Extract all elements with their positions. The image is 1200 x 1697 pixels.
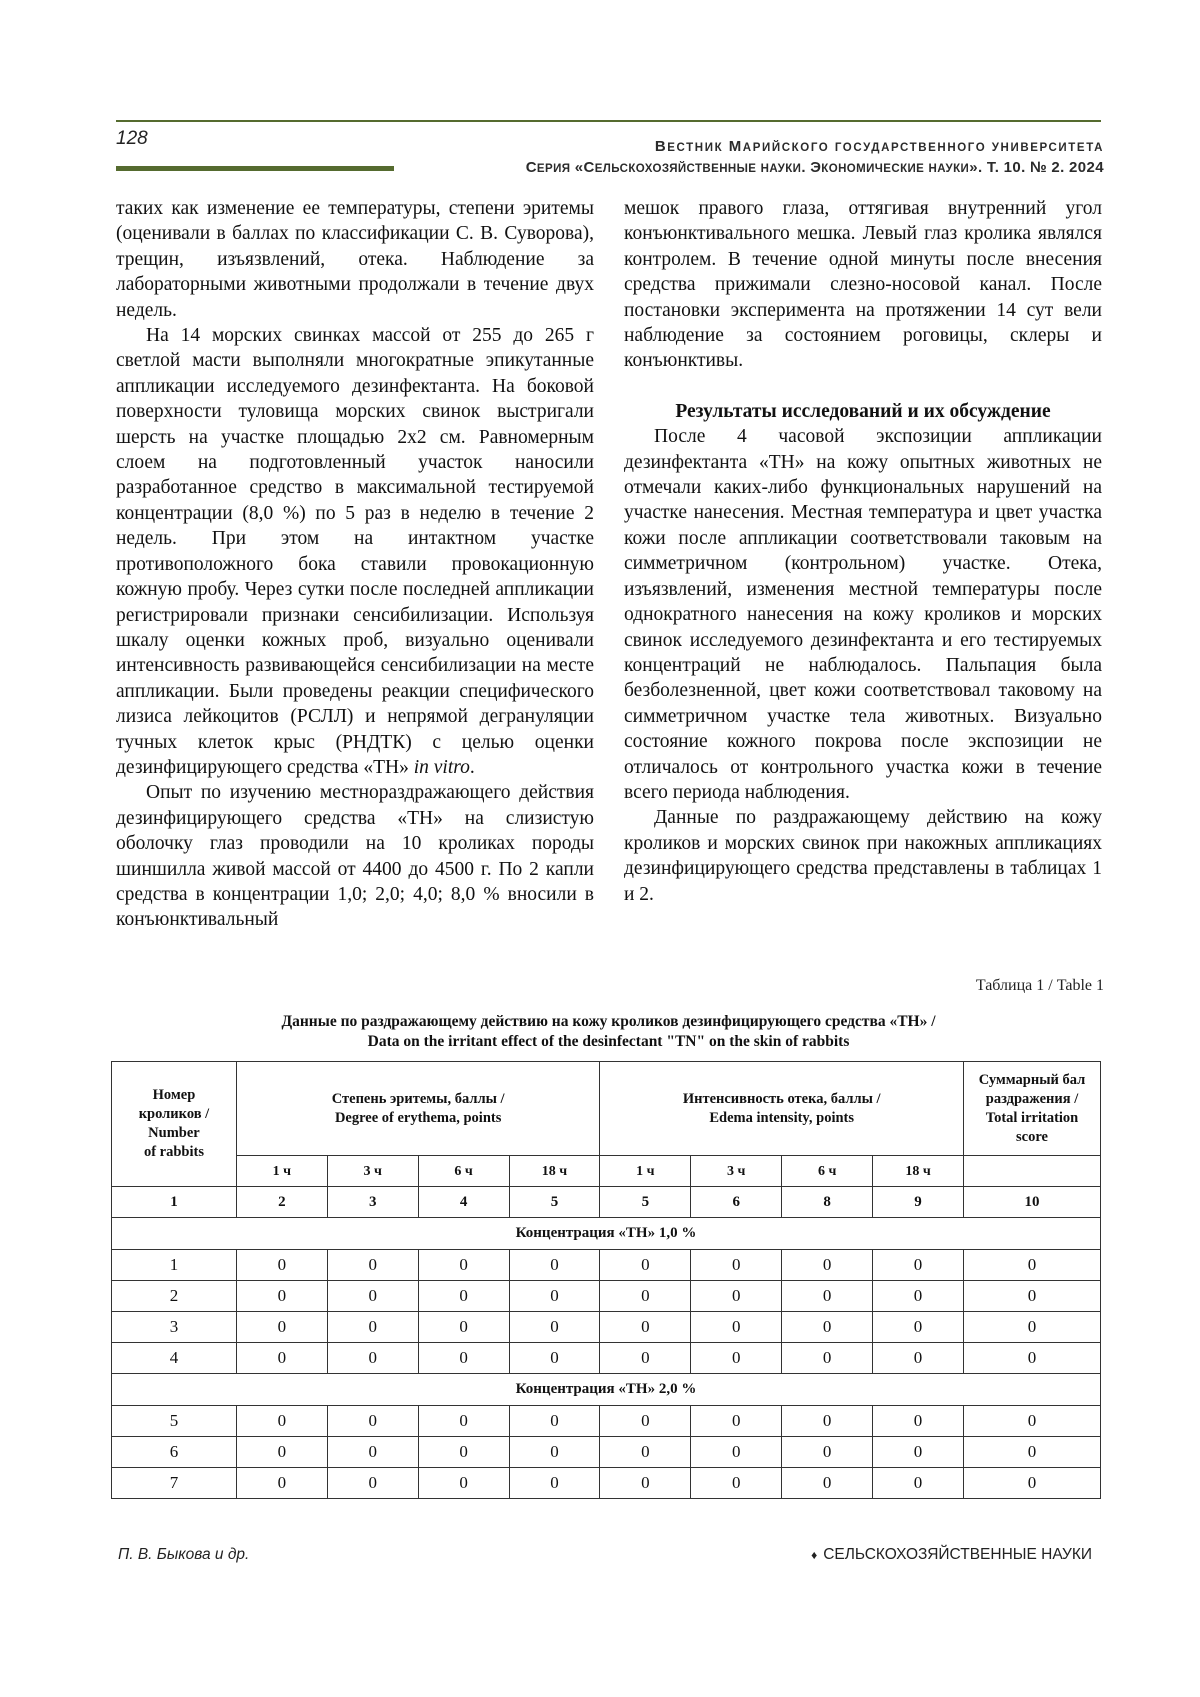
paragraph: После 4 часовой экспозиции аппликации дезинфектанта «ТН» на кожу опытных животных не отмечали каких-либо функциональных нарушений на участке нанесения. Местная температура и цвет участка кожи после аппликации соответствовали таковым на симметричном (контрольном) участке. Отека, изъязвлений, изменения местной температуры после однократного нанесения на кожу кроликов и морских свинок исследуемого дезинфектанта и его тестируемых концентраций не наблюдалось. Пальпация была безболезненной, цвет кожи соответствовал таковому на симметричном участке тела животных. Визуально состояние кожного покрова после экспозиции не отличалось от контрольного участка кожи в течение всего периода наблюдения. xyxy=(624,426,1102,803)
score-cell: 0 xyxy=(509,1343,600,1374)
score-cell: 0 xyxy=(782,1312,873,1343)
header-line: Edema intensity, points xyxy=(709,1109,855,1126)
table-row xyxy=(112,1437,1101,1468)
rabbit-number-cell: 6 xyxy=(112,1437,237,1468)
header-top-rule xyxy=(116,120,1101,122)
score-cell: 0 xyxy=(327,1437,418,1468)
score-cell: 0 xyxy=(873,1468,964,1499)
score-cell: 0 xyxy=(418,1406,509,1437)
journal-series xyxy=(526,159,1104,176)
header-line: Интенсивность отека, баллы / xyxy=(682,1090,881,1107)
score-cell: 0 xyxy=(600,1437,691,1468)
score-cell: 0 xyxy=(600,1468,691,1499)
time-header-cell: 18 ч xyxy=(873,1156,964,1187)
rabbit-number-cell: 7 xyxy=(112,1468,237,1499)
page-number: 128 xyxy=(116,128,148,149)
journal-title xyxy=(655,138,1104,155)
header-line: Степень эритемы, баллы / xyxy=(331,1090,505,1107)
score-cell: 0 xyxy=(600,1281,691,1312)
score-cell: 0 xyxy=(873,1343,964,1374)
time-header-cell: 18 ч xyxy=(509,1156,600,1187)
score-cell: 0 xyxy=(327,1343,418,1374)
header-line: Number xyxy=(148,1125,200,1141)
table-label: Таблица 1 / Table 1 xyxy=(975,977,1104,994)
header-line: Номер xyxy=(152,1087,196,1103)
table-time-row xyxy=(112,1156,1101,1187)
score-cell: 0 xyxy=(509,1281,600,1312)
table-header-row xyxy=(112,1062,1101,1156)
score-cell: 0 xyxy=(327,1468,418,1499)
table-body xyxy=(112,1062,1101,1499)
header-line: Total irritation xyxy=(985,1109,1079,1126)
column-number-cell: 3 xyxy=(327,1187,418,1218)
score-cell: 0 xyxy=(600,1406,691,1437)
column-number-cell: 6 xyxy=(691,1187,782,1218)
journal-title-text: ВЕСТНИК МАРИЙСКОГО ГОСУДАРСТВЕННОГО УНИВЕРСИТЕТА xyxy=(654,138,1104,155)
column-number-cell: 8 xyxy=(782,1187,873,1218)
score-cell: 0 xyxy=(236,1312,327,1343)
column-number-cell: 9 xyxy=(873,1187,964,1218)
header-edema xyxy=(600,1062,964,1156)
header-line: of rabbits xyxy=(143,1144,204,1160)
table-title-en: Data on the irritant effect of the desinfectant "TN" on the skin of rabbits xyxy=(367,1033,850,1050)
score-cell: 0 xyxy=(964,1312,1101,1343)
table-row xyxy=(112,1312,1101,1343)
score-cell: 0 xyxy=(327,1312,418,1343)
score-cell: 0 xyxy=(418,1250,509,1281)
table-column-numbers-row xyxy=(112,1187,1101,1218)
score-cell: 0 xyxy=(782,1406,873,1437)
column-number-cell: 10 xyxy=(964,1187,1101,1218)
score-cell: 0 xyxy=(782,1468,873,1499)
score-cell: 0 xyxy=(873,1312,964,1343)
score-cell: 0 xyxy=(236,1437,327,1468)
score-cell: 0 xyxy=(782,1437,873,1468)
score-cell: 0 xyxy=(691,1343,782,1374)
table-row xyxy=(112,1343,1101,1374)
diamond-icon: ♦ xyxy=(811,1548,818,1562)
time-header-cell: 6 ч xyxy=(418,1156,509,1187)
score-cell: 0 xyxy=(236,1343,327,1374)
paragraph: таких как изменение ее температуры, степени эритемы (оценивали в баллах по классификации С. В. Суворова), трещин, изъязвлений, отека. Наблюдение за лабораторными животными продолжали в течение двух недель. xyxy=(116,198,594,321)
score-cell: 0 xyxy=(327,1281,418,1312)
score-cell: 0 xyxy=(873,1281,964,1312)
concentration-label: Концентрация «ТН» 1,0 % xyxy=(112,1218,1101,1250)
rabbit-number-cell: 2 xyxy=(112,1281,237,1312)
score-cell: 0 xyxy=(691,1312,782,1343)
score-cell: 0 xyxy=(873,1406,964,1437)
journal-series-text: СЕРИЯ «СЕЛЬСКОХОЗЯЙСТВЕННЫЕ НАУКИ. ЭКОНОМИЧЕСКИЕ НАУКИ». Т. 10. № 2. 2024 xyxy=(525,159,1104,176)
rabbit-number-cell: 3 xyxy=(112,1312,237,1343)
score-cell: 0 xyxy=(873,1437,964,1468)
table-row xyxy=(112,1250,1101,1281)
paragraph xyxy=(116,323,594,780)
column-number-cell: 5 xyxy=(509,1187,600,1218)
score-cell: 0 xyxy=(964,1468,1101,1499)
score-cell: 0 xyxy=(418,1343,509,1374)
table-row xyxy=(112,1281,1101,1312)
irritation-table xyxy=(111,1061,1101,1499)
header-line: Суммарный бал xyxy=(978,1071,1086,1088)
score-cell: 0 xyxy=(691,1250,782,1281)
score-cell: 0 xyxy=(600,1312,691,1343)
score-cell: 0 xyxy=(236,1250,327,1281)
score-cell: 0 xyxy=(327,1250,418,1281)
score-cell: 0 xyxy=(418,1281,509,1312)
score-cell: 0 xyxy=(691,1406,782,1437)
header-line: score xyxy=(1016,1128,1048,1145)
score-cell: 0 xyxy=(236,1406,327,1437)
time-header-empty-cell xyxy=(964,1156,1101,1187)
score-cell: 0 xyxy=(964,1250,1101,1281)
score-cell: 0 xyxy=(509,1250,600,1281)
rabbit-number-cell: 1 xyxy=(112,1250,237,1281)
score-cell: 0 xyxy=(509,1406,600,1437)
score-cell: 0 xyxy=(418,1437,509,1468)
score-cell: 0 xyxy=(509,1437,600,1468)
score-cell: 0 xyxy=(691,1468,782,1499)
column-number-cell: 1 xyxy=(112,1187,237,1218)
score-cell: 0 xyxy=(964,1406,1101,1437)
score-cell: 0 xyxy=(782,1281,873,1312)
score-cell: 0 xyxy=(873,1250,964,1281)
section-heading: Результаты исследований и их обсуждение xyxy=(675,400,1051,422)
paragraph: Опыт по изучению местнораздражающего действия дезинфицирующего средства «ТН» на слизистую оболочку глаз проводили на 10 кроликах породы шиншилла живой массой от 4400 до 4500 г. По 2 капли средства в концентрации 1,0; 2,0; 4,0; 8,0 % вносили в конъюнктивальный xyxy=(116,782,594,931)
table-row xyxy=(112,1468,1101,1499)
paragraph-text: На 14 морских свинках массой от 255 до 265 г светлой масти выполняли многократные эпикутанные аппликации исследуемого дезинфектанта. На боковой поверхности туловища морских свинок выстригали шерсть на участке площадью 2х2 см. Равномерным слоем на подготовленный участок наносили разработанное средство в максимальной тестируемой концентрации (8,0 %) по 5 раз в неделю в течение 2 недель. При этом на интактном участке противоположного бока ставили провокационную кожную пробу. Через сутки после последней аппликации регистрировали признаки сенсибилизации. Используя шкалу оценки кожных проб, визуально оценивали интенсивность развивающейся сенсибилизации на месте аппликации. Были проведены реакции специфического лизиса лейкоцитов (РСЛЛ) и непрямой дегрануляции тучных клеток крыс (РНДТК) с целью оценки дезинфицирующего средства «ТН» xyxy=(116,325,594,778)
concentration-label: Концентрация «ТН» 2,0 % xyxy=(112,1374,1101,1406)
column-number-cell: 4 xyxy=(418,1187,509,1218)
column-number-cell: 2 xyxy=(236,1187,327,1218)
footer-authors: П. В. Быкова и др. xyxy=(118,1546,250,1563)
header-erythema xyxy=(236,1062,600,1156)
score-cell: 0 xyxy=(600,1343,691,1374)
paragraph: мешок правого глаза, оттягивая внутренний угол конъюнктивального мешка. Левый глаз кролика являлся контролем. В течение одной минуты после внесения средства прижимали слезно-носовой канал. После постановки эксперимента на протяжении 14 сут вели наблюдение за состоянием роговицы, склеры и конъюнктивы. xyxy=(624,198,1102,372)
header-line: Degree of erythema, points xyxy=(334,1109,502,1126)
score-cell: 0 xyxy=(418,1312,509,1343)
score-cell: 0 xyxy=(691,1281,782,1312)
right-column xyxy=(624,196,1102,907)
paragraph-italic: in vitro xyxy=(413,756,470,778)
score-cell: 0 xyxy=(236,1468,327,1499)
rabbit-number-cell: 4 xyxy=(112,1343,237,1374)
paragraph: Данные по раздражающему действию на кожу кроликов и морских свинок при накожных аппликациях дезинфицирующего средства представлены в таблицах 1 и 2. xyxy=(624,807,1102,905)
header-line: раздражения / xyxy=(985,1090,1079,1107)
footer-section xyxy=(811,1546,1092,1564)
time-header-cell: 1 ч xyxy=(600,1156,691,1187)
score-cell: 0 xyxy=(782,1343,873,1374)
left-column xyxy=(116,196,594,933)
score-cell: 0 xyxy=(600,1250,691,1281)
time-header-cell: 1 ч xyxy=(236,1156,327,1187)
concentration-row xyxy=(112,1218,1101,1250)
score-cell: 0 xyxy=(964,1281,1101,1312)
score-cell: 0 xyxy=(418,1468,509,1499)
footer-section-label: СЕЛЬСКОХОЗЯЙСТВЕННЫЕ НАУКИ xyxy=(823,1546,1092,1563)
header-series-rule xyxy=(116,166,394,171)
header-rabbit-number xyxy=(112,1062,237,1187)
score-cell: 0 xyxy=(691,1437,782,1468)
score-cell: 0 xyxy=(782,1250,873,1281)
table-row xyxy=(112,1406,1101,1437)
concentration-row xyxy=(112,1374,1101,1406)
paragraph-text: . xyxy=(469,756,475,778)
score-cell: 0 xyxy=(236,1281,327,1312)
time-header-cell: 3 ч xyxy=(327,1156,418,1187)
table-title-ru: Данные по раздражающему действию на кожу кроликов дезинфицирующего средства «ТН» / xyxy=(281,1013,936,1030)
header-line: кроликов / xyxy=(138,1106,210,1122)
header-total-score xyxy=(964,1062,1101,1156)
time-header-cell: 6 ч xyxy=(782,1156,873,1187)
score-cell: 0 xyxy=(509,1312,600,1343)
time-header-cell: 3 ч xyxy=(691,1156,782,1187)
score-cell: 0 xyxy=(964,1437,1101,1468)
score-cell: 0 xyxy=(327,1406,418,1437)
rabbit-number-cell: 5 xyxy=(112,1406,237,1437)
column-number-cell: 5 xyxy=(600,1187,691,1218)
score-cell: 0 xyxy=(509,1468,600,1499)
score-cell: 0 xyxy=(964,1343,1101,1374)
